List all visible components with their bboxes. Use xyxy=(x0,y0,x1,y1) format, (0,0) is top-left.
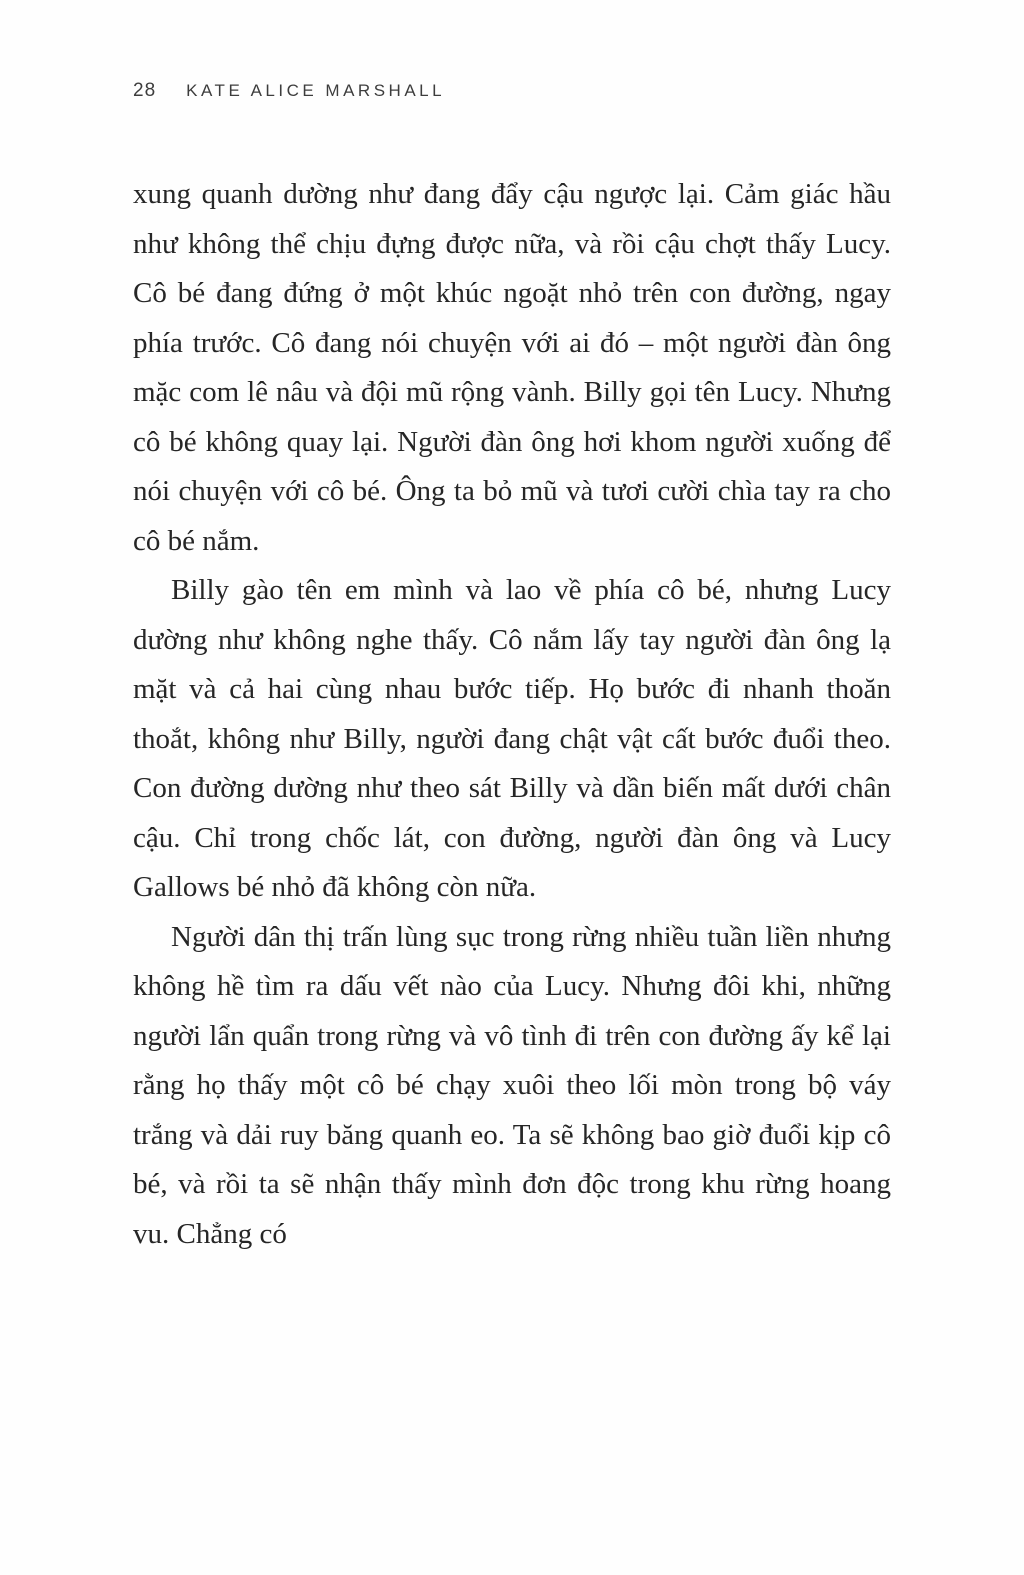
running-title: KATE ALICE MARSHALL xyxy=(186,81,446,100)
page-number: 28 xyxy=(133,80,157,101)
running-header xyxy=(133,80,445,102)
paragraph-2: Billy gào tên em mình và lao về phía cô bé, nhưng Lucy dường như không nghe thấy. Cô nắm lấy tay người đàn ông lạ mặt và cả hai cùng nhau bước tiếp. Họ bước đi nhanh thoăn thoắt, không như Billy, người đang chật vật cất bước đuổi theo. Con đường dường như theo sát Billy và dần biến mất dưới chân cậu. Chỉ trong chốc lát, con đường, người đàn ông và Lucy Gallows bé nhỏ đã không còn nữa. xyxy=(133,574,891,903)
body-text-block xyxy=(133,170,891,1259)
paragraph-1: xung quanh dường như đang đẩy cậu ngược lại. Cảm giác hầu như không thể chịu đựng được nữa, và rồi cậu chợt thấy Lucy. Cô bé đang đứng ở một khúc ngoặt nhỏ trên con đường, ngay phía trước. Cô đang nói chuyện với ai đó – một người đàn ông mặc com lê nâu và đội mũ rộng vành. Billy gọi tên Lucy. Nhưng cô bé không quay lại. Người đàn ông hơi khom người xuống để nói chuyện với cô bé. Ông ta bỏ mũ và tươi cười chìa tay ra cho cô bé nắm. xyxy=(133,178,891,557)
paragraph-3: Người dân thị trấn lùng sục trong rừng nhiều tuần liền nhưng không hề tìm ra dấu vết nào của Lucy. Nhưng đôi khi, những người lẩn quẩn trong rừng và vô tình đi trên con đường ấy kể lại rằng họ thấy một cô bé chạy xuôi theo lối mòn trong bộ váy trắng và dải ruy băng quanh eo. Ta sẽ không bao giờ đuổi kịp cô bé, và rồi ta sẽ nhận thấy mình đơn độc trong khu rừng hoang vu. Chẳng có xyxy=(133,920,891,1250)
